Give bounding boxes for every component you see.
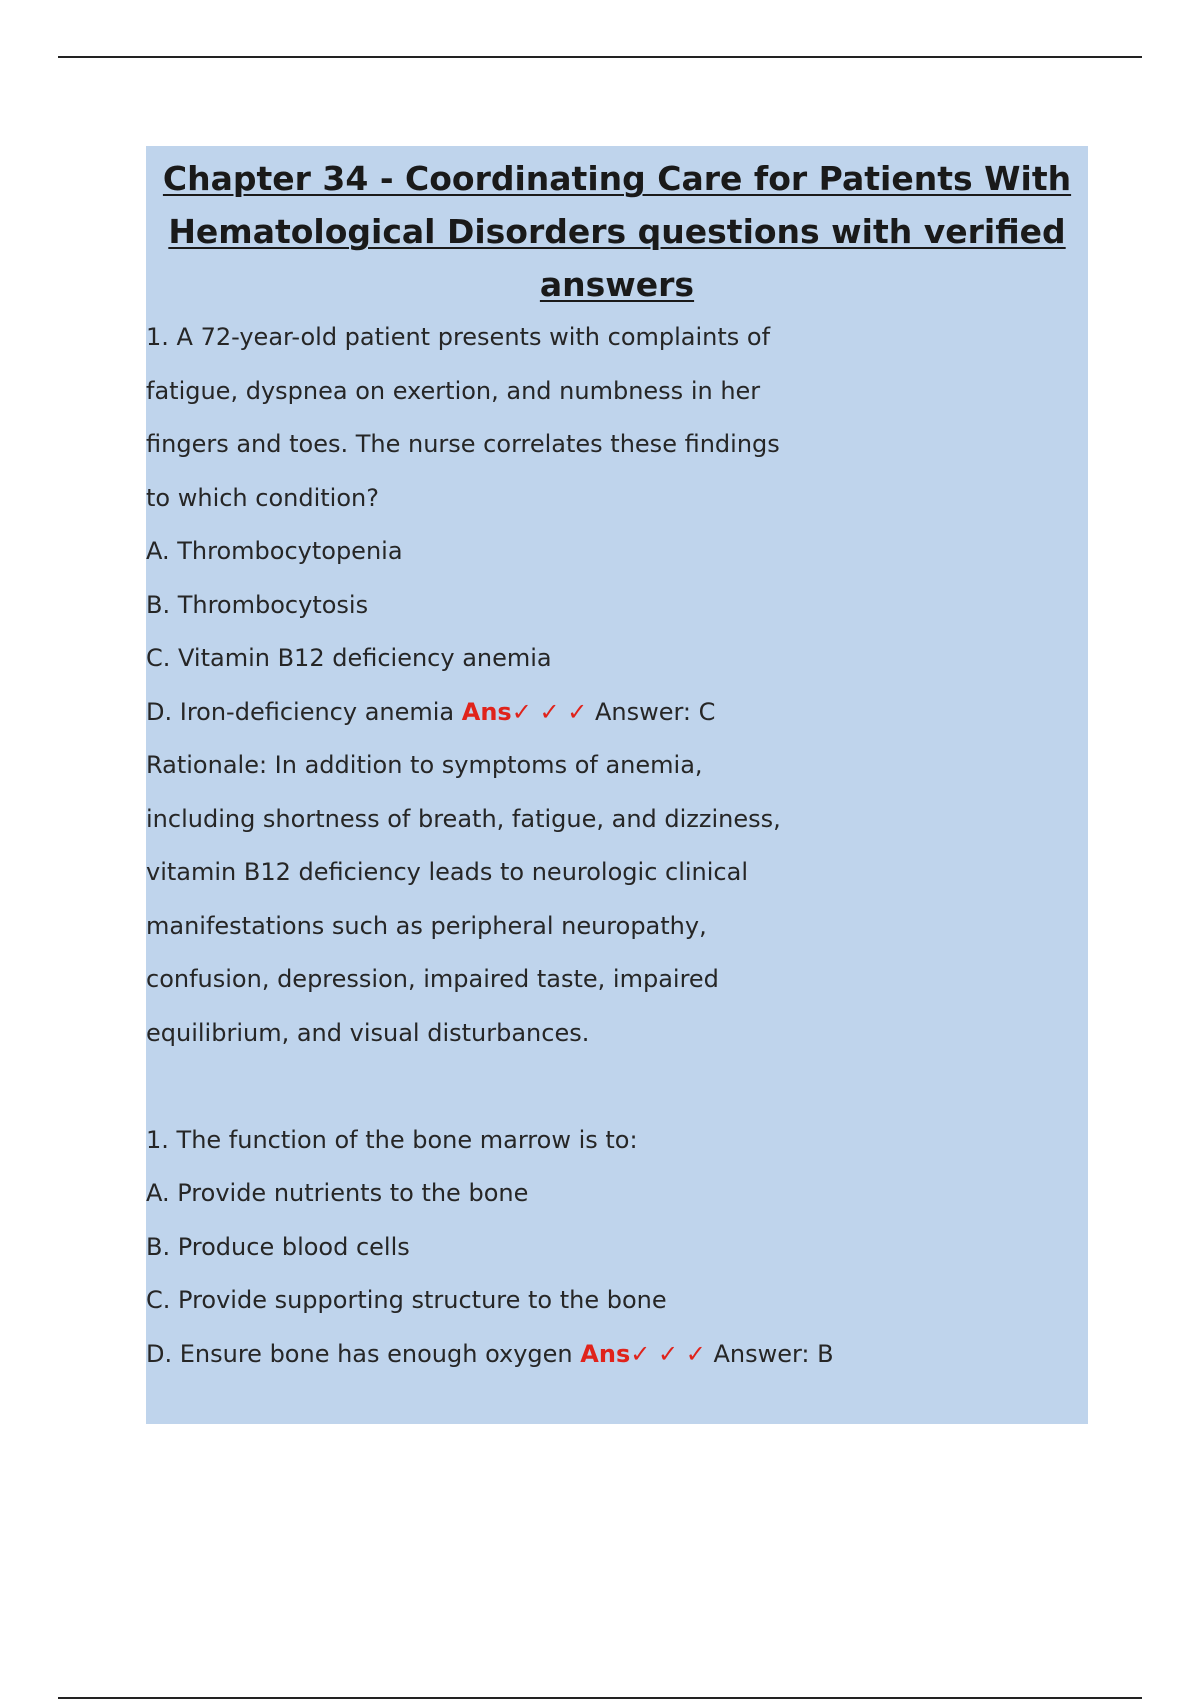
q1-stem-line: fingers and toes. The nurse correlates these findings bbox=[146, 430, 780, 458]
q1-rationale-line: manifestations such as peripheral neuropathy, bbox=[146, 911, 707, 940]
document-title bbox=[146, 146, 1088, 311]
q1-stem-line: to which condition? bbox=[146, 483, 379, 512]
q1-rationale-line: equilibrium, and visual disturbances. bbox=[146, 1018, 590, 1047]
q2-option-d-line bbox=[146, 1328, 1088, 1382]
title-line-3: answers bbox=[539, 265, 695, 304]
q2-option-d: D. Ensure bone has enough oxygen bbox=[146, 1339, 581, 1368]
q2-check-icons: ✓ ✓ ✓ bbox=[630, 1339, 706, 1368]
q2-ans-label: Ans bbox=[580, 1339, 631, 1368]
q1-answer: Answer: C bbox=[587, 697, 716, 726]
q2-answer: Answer: B bbox=[705, 1339, 834, 1368]
q2-option-b: B. Produce blood cells bbox=[146, 1232, 410, 1261]
q1-ans-label: Ans bbox=[461, 697, 512, 726]
q1-rationale-line: vitamin B12 deficiency leads to neurologic clinical bbox=[146, 858, 748, 886]
top-rule bbox=[58, 56, 1142, 58]
q2-option-c: C. Provide supporting structure to the bone bbox=[146, 1286, 667, 1314]
content-panel bbox=[146, 146, 1088, 1424]
q1-stem-line: fatigue, dyspnea on exertion, and numbness in her bbox=[146, 376, 761, 405]
question-1 bbox=[146, 311, 1088, 1060]
q1-option-a: A. Thrombocytopenia bbox=[146, 537, 403, 565]
title-line-1: Chapter 34 - Coordinating Care for Patients With bbox=[162, 159, 1072, 198]
title-line-2: Hematological Disorders questions with verified bbox=[168, 212, 1066, 251]
q1-stem-line: 1. A 72-year-old patient presents with complaints of bbox=[146, 323, 771, 351]
q1-rationale-line: confusion, depression, impaired taste, impaired bbox=[146, 965, 719, 993]
blank-line bbox=[146, 1060, 1088, 1114]
bottom-rule bbox=[58, 1697, 1142, 1699]
question-2 bbox=[146, 1114, 1088, 1382]
q1-option-d-line bbox=[146, 686, 1088, 740]
q2-stem: 1. The function of the bone marrow is to: bbox=[146, 1125, 638, 1154]
q1-rationale-line: Rationale: In addition to symptoms of anemia, bbox=[146, 751, 703, 779]
q1-option-d: D. Iron-deficiency anemia bbox=[146, 697, 462, 726]
q1-option-b: B. Thrombocytosis bbox=[146, 590, 369, 619]
q2-option-a: A. Provide nutrients to the bone bbox=[146, 1179, 529, 1207]
q1-check-icons: ✓ ✓ ✓ bbox=[511, 697, 588, 726]
q1-option-c: C. Vitamin B12 deficiency anemia bbox=[146, 644, 552, 672]
q1-rationale-line: including shortness of breath, fatigue, and dizziness, bbox=[146, 804, 781, 833]
